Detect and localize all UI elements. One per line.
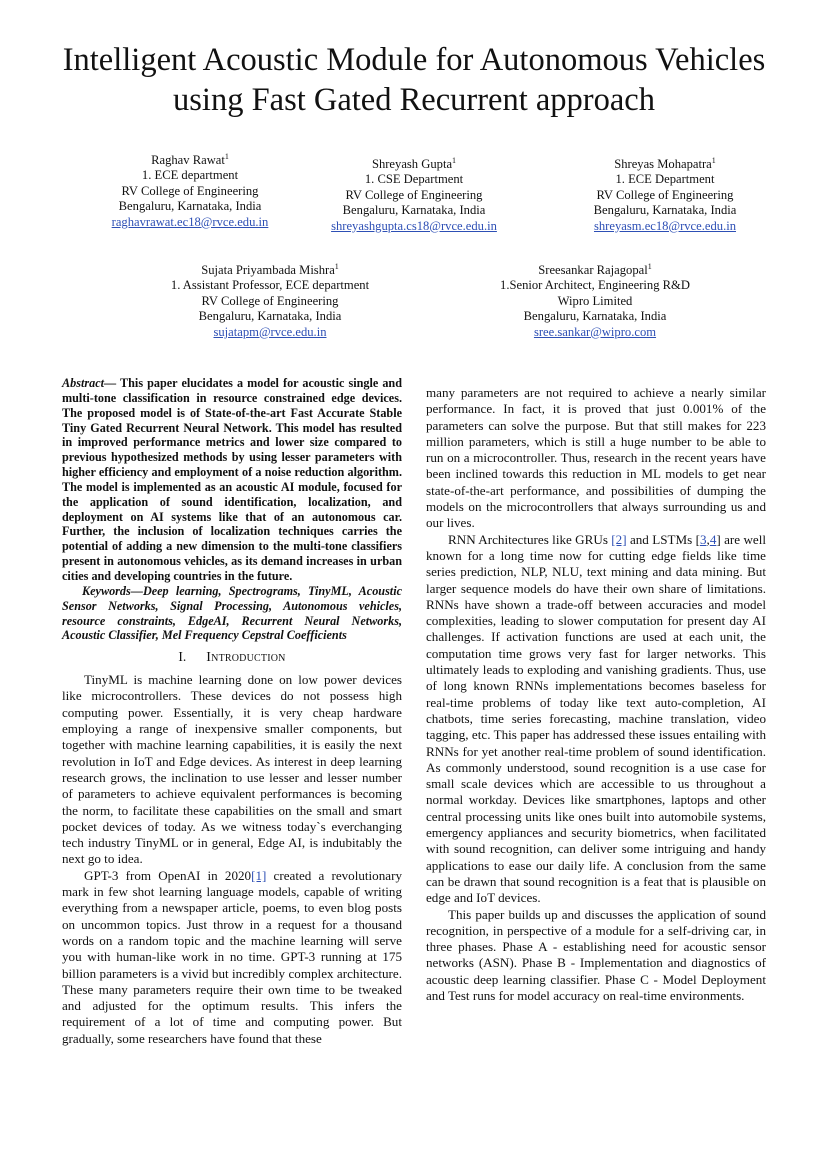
intro-paragraph-2-continued: many parameters are not required to achieve a nearly similar performance. In fact, it is proved that just 0.001% of the parameters can solve the purpose. But that still makes for 223 million parameters, which is still a huge number to be able to run on a microcontroller. Thus, research in the recent years have been inclined towards this reduction in ML models to get near state-of-the-art performance, and possibilities of dumping the models on the microcontrollers that always surrounding us and our lives. [426, 385, 766, 531]
author-email-link[interactable]: sujatapm@rvce.edu.in [213, 324, 327, 339]
citation-link[interactable]: 4 [709, 531, 717, 547]
abstract [62, 376, 402, 584]
author-location: Bengaluru, Karnataka, India [198, 309, 342, 324]
author-email-link[interactable]: shreyashgupta.cs18@rvce.edu.in [331, 218, 497, 233]
intro-paragraph-3 [426, 532, 766, 907]
author-block-shreyash-gupta [304, 157, 524, 234]
affiliation-marker: 1 [647, 262, 652, 271]
citation-link[interactable]: [1] [251, 867, 267, 883]
author-email-link[interactable]: raghavrawat.ec18@rvce.edu.in [111, 214, 269, 229]
paragraph-text: RNN Architectures like GRUs [448, 531, 612, 547]
author-name: Sreesankar Rajagopal [538, 263, 648, 277]
author-name-line [480, 263, 710, 278]
author-affiliation: 1.Senior Architect, Engineering R&D [500, 278, 690, 293]
affiliation-marker: 1 [224, 152, 229, 161]
paper-title: Intelligent Acoustic Module for Autonomous Vehicles using Fast Gated Recurrent approach [62, 42, 766, 118]
abstract-text: This paper elucidates a model for acoustic single and multi-tone classification in resource constrained edge devices. The proposed model is of State-of-the-art Fast Accurate Stable Tiny Gated Recurrent Neural Network. This model has resulted in improved performance metrics and lower size compared to previous hypothesized methods by using lesser parameters with higher efficiency and employment of a noise reduction algorithm. The model is implemented as an acoustic AI module, focused for the application of sound identification, localization, and deployment on AI systems like that of an autonomous car. Further, the inclusion of localization techniques carries the potential of adding a new dimension to the multi-tone classifiers present in autonomous vehicles, as its demand increases in urban cities and developing countries in the future. [62, 376, 402, 583]
author-location: Bengaluru, Karnataka, India [523, 309, 667, 324]
author-block-sujata-mishra [160, 263, 380, 340]
author-name-line [160, 263, 380, 278]
author-block-sreesankar-rajagopal [480, 263, 710, 340]
author-affiliation: 1. ECE department [141, 168, 239, 183]
author-institution: RV College of Engineering [121, 183, 259, 198]
paragraph-text: GPT-3 from OpenAI in 2020 [84, 867, 252, 883]
abstract-label: Abstract— [62, 376, 117, 390]
paragraph-text: are well known for a long time now for cutting edge fields like time series prediction, NLP, NLU, text mining and data mining. But larger sequence models do have their own share of limitations. RNNs have shown a trade-off between accuracies and model complexities, leading to slower computation for present day AI challenges. If activation functions are used at each unit, the computation time grows very fast for larger networks. This ultimately leads to exploding and vanishing gradients. Thus, use of long known RNNs implementations becomes baseless for real-time problems of today like text auto-completion, AI chatbots, time series forecasting, machine translation, video tagging, etc. This paper has addressed these issues entailing with RNNs for yet another real-time problem of sound identification. As commonly understood, sound recognition is a use case for small scale devices which are accessible to us throughout a normal workday. Devices like smartphones, laptops and other central processing units like ones built into automobile systems, emergency appliances and security biometrics, when facilitated with sound recognition, can deliver some intriguing and handy applications to ease our daily life. A conclusion from the same can be drawn that sound recognition is a feat that is plausible on edge and IoT devices. [426, 531, 766, 906]
author-name-line [555, 157, 775, 172]
citation-bracket: [ [695, 531, 700, 547]
author-email-link[interactable]: sree.sankar@wipro.com [533, 324, 657, 339]
intro-paragraph-1: TinyML is machine learning done on low power devices like microcontrollers. These devices do not possess high computing power. Essentially, it is very cheap hardware employing a range of inexpensive smaller components, but together with machine learning capabilities, it is easily the next revolution in IoT and Edge devices. As interest in deep learning research grows, the inclination to use lesser and lesser number of parameters to achieve equivalent performances is becoming the norm, to facilitate these capabilities on the small and smart pocket devices of today. As we witness today`s everchanging tech industry TinyML or in general, Edge AI, is indubitably the next go to idea. [62, 672, 402, 867]
paragraph-text: created a revolutionary mark in few shot learning language models, capable of writing everything from a newspaper article, poems, to even blog posts on uncommon topics. Just throw in a request for a thousand words on a random topic and the machine learning will serve you with human-like work in no time. GPT-3 running at 175 billion parameters is a vivid but incredibly complex architecture. These many parameters require their own time to be tweaked and adjusted for the optimum results. This infers the requirement of a lot of time and computing power. But gradually, some researchers have found that these [62, 867, 402, 1046]
author-block-shreyas-mohapatra [555, 157, 775, 234]
author-affiliation: 1. CSE Department [364, 172, 464, 187]
paragraph-text: and LSTMs [626, 531, 696, 547]
intro-paragraph-2 [62, 868, 402, 1047]
section-title: Introduction [206, 650, 286, 666]
citation-separator: , [706, 531, 710, 547]
affiliation-marker: 1 [452, 156, 457, 165]
author-location: Bengaluru, Karnataka, India [593, 203, 737, 218]
author-location: Bengaluru, Karnataka, India [118, 199, 262, 214]
author-block-raghav-rawat [80, 153, 300, 230]
citation-link[interactable]: [2] [611, 531, 627, 547]
affiliation-marker: 1 [711, 156, 716, 165]
keywords: Keywords—Deep learning, Spectrograms, TinyML, Acoustic Sensor Networks, Signal Processing, Autonomous vehicles, resource constraints, EdgeAI, Recurrent Neural Networks, Acoustic Classifier, Mel Frequency Cepstral Coefficients [62, 583, 402, 643]
author-institution: Wipro Limited [557, 293, 633, 308]
section-heading-introduction [62, 649, 402, 666]
affiliation-marker: 1 [334, 262, 339, 271]
intro-paragraph-4: This paper builds up and discusses the application of sound recognition, in perspective of a module for a self-driving car, in three phases. Phase A - establishing need for acoustic sensor networks (ASN). Phase B - Implementation and diagnostics of acoustic deep learning classifier. Phase C - Model Deployment and Test runs for model accuracy on real-time environments. [426, 906, 766, 1003]
left-column [62, 376, 402, 1047]
author-name: Shreyas Mohapatra [614, 157, 712, 171]
author-institution: RV College of Engineering [201, 293, 339, 308]
author-email-link[interactable]: shreyasm.ec18@rvce.edu.in [593, 218, 737, 233]
author-name-line [304, 157, 524, 172]
author-name: Shreyash Gupta [371, 157, 453, 171]
author-name-line [80, 153, 300, 168]
author-institution: RV College of Engineering [345, 187, 483, 202]
section-number: I. [178, 649, 187, 665]
citation-bracket: ] [716, 531, 721, 547]
author-name: Raghav Rawat [151, 153, 225, 167]
author-name: Sujata Priyambada Mishra [201, 263, 335, 277]
author-institution: RV College of Engineering [596, 187, 734, 202]
right-column [426, 385, 766, 1004]
author-affiliation: 1. ECE Department [615, 172, 715, 187]
author-affiliation: 1. Assistant Professor, ECE department [170, 278, 370, 293]
author-location: Bengaluru, Karnataka, India [342, 203, 486, 218]
citation-link[interactable]: 3 [699, 531, 707, 547]
